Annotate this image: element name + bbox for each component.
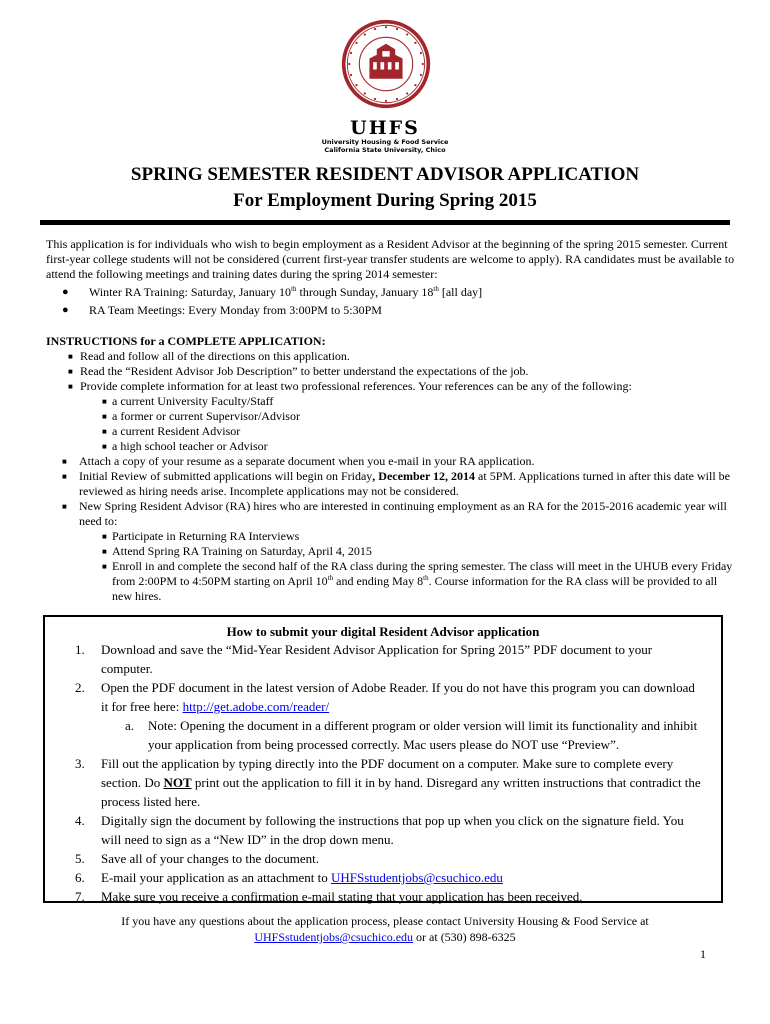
instruction-item bbox=[46, 364, 736, 379]
bullet-icon: ● bbox=[62, 304, 69, 316]
document-subtitle: For Employment During Spring 2015 bbox=[233, 190, 537, 211]
title-divider bbox=[40, 220, 730, 225]
contact-line: If you have any questions about the application process, please contact University Housing & Food Service at bbox=[121, 914, 649, 928]
requirement-text: Enroll in and complete the second half of the RA class during the spring semester. The class will meet in the UHUB every Friday from 2:00PM to 4:50PM starting on April 10 bbox=[112, 559, 733, 588]
step-text-end: print out the application to fill it in by hand. Disregard any written instructions that contradict the process listed here. bbox=[101, 775, 701, 809]
instruction-item bbox=[46, 349, 736, 364]
step-text: Make sure you receive a confirmation e-mail stating that your application has been received. bbox=[101, 889, 583, 904]
submit-step bbox=[45, 849, 721, 868]
step-text: Download and save the “Mid-Year Resident Advisor Application for Spring 2015” PDF document to your computer. bbox=[101, 642, 653, 676]
contact-email-link[interactable]: UHFSstudentjobs@csuchico.edu bbox=[254, 930, 414, 944]
superscript: th bbox=[291, 285, 297, 293]
instruction-item bbox=[46, 454, 736, 469]
step-text: Digitally sign the document by following the instructions that pop up when you click on the signature field. You will need to sign as a “New ID” in the drop down menu. bbox=[101, 813, 684, 847]
reference-item bbox=[46, 439, 736, 454]
step-text: Note: Opening the document in a different program or older version will limit its functionality and inhibit your application from being processed correctly. Mac users please do NOT use “Preview”. bbox=[148, 718, 698, 752]
emphasis-not: NOT bbox=[163, 775, 192, 790]
instruction-text: Initial Review of submitted applications will begin on Friday bbox=[79, 469, 373, 483]
reference-text: a high school teacher or Advisor bbox=[112, 439, 268, 453]
training-dates-list bbox=[46, 284, 736, 318]
superscript: th bbox=[327, 574, 334, 582]
step-number: a. bbox=[125, 718, 135, 733]
submit-instructions-box bbox=[43, 615, 723, 903]
requirement-text-mid: and ending May 8 bbox=[333, 574, 424, 588]
requirement-item bbox=[46, 529, 736, 544]
uhfs-logo bbox=[300, 118, 470, 154]
square-bullet-icon: ■ bbox=[102, 412, 107, 421]
step-number: 7. bbox=[75, 889, 85, 904]
instruction-text: New Spring Resident Advisor (RA) hires who are interested in continuing employment as an RA for the 2015-2016 academic year will need to: bbox=[79, 499, 727, 528]
contact-phone: or at (530) 898-6325 bbox=[413, 930, 516, 944]
winter-training-text: Winter RA Training: Saturday, January 10 bbox=[89, 285, 292, 299]
reference-item bbox=[46, 394, 736, 409]
step-number: 1. bbox=[75, 642, 85, 657]
instruction-text: Attach a copy of your resume as a separate document when you e-mail in your RA application. bbox=[79, 454, 535, 468]
requirement-item bbox=[46, 559, 736, 604]
step-number: 2. bbox=[75, 680, 85, 695]
square-bullet-icon: ■ bbox=[62, 502, 67, 511]
instruction-item bbox=[46, 469, 736, 499]
step-number: 3. bbox=[75, 756, 85, 771]
submit-step bbox=[45, 640, 721, 678]
email-link[interactable]: UHFSstudentjobs@csuchico.edu bbox=[330, 870, 503, 885]
instruction-text: Provide complete information for at least two professional references. Your references can be any of the following: bbox=[80, 379, 632, 393]
square-bullet-icon: ■ bbox=[102, 562, 107, 571]
page-number: 1 bbox=[700, 947, 706, 961]
step-number: 4. bbox=[75, 813, 85, 828]
square-bullet-icon: ■ bbox=[68, 352, 73, 361]
square-bullet-icon: ■ bbox=[102, 547, 107, 556]
step-number: 5. bbox=[75, 851, 85, 866]
reference-text: a current Resident Advisor bbox=[112, 424, 241, 438]
instructions-section bbox=[46, 334, 736, 604]
instruction-text: Read and follow all of the directions on this application. bbox=[80, 349, 350, 363]
submit-step bbox=[45, 887, 721, 906]
intro-section bbox=[46, 237, 736, 318]
square-bullet-icon: ■ bbox=[68, 367, 73, 376]
submit-substep bbox=[45, 716, 721, 754]
square-bullet-icon: ■ bbox=[102, 397, 107, 406]
contact-footer bbox=[0, 913, 770, 945]
square-bullet-icon: ■ bbox=[68, 382, 73, 391]
submit-step bbox=[45, 754, 721, 811]
university-seal-logo bbox=[340, 18, 432, 110]
submit-box-title: How to submit your digital Resident Advisor application bbox=[226, 624, 540, 639]
step-number: 6. bbox=[75, 870, 85, 885]
reference-item bbox=[46, 424, 736, 439]
square-bullet-icon: ■ bbox=[102, 532, 107, 541]
intro-paragraph: This application is for individuals who wish to begin employment as a Resident Advisor at the beginning of the spring 2015 semester. Current first-year college students will not be considered (current first-year transfer students are welcome to apply). RA candidates must be available to attend the following meetings and training dates during the spring 2014 semester: bbox=[46, 237, 735, 281]
winter-training-text-mid: through Sunday, January 18 bbox=[296, 285, 434, 299]
training-date-item bbox=[46, 302, 736, 318]
requirement-item bbox=[46, 544, 736, 559]
document-title: SPRING SEMESTER RESIDENT ADVISOR APPLICATION bbox=[130, 164, 640, 185]
submit-steps-list bbox=[45, 640, 721, 906]
submit-step bbox=[45, 868, 721, 887]
instruction-item bbox=[46, 379, 736, 394]
team-meetings-text: RA Team Meetings: Every Monday from 3:00PM to 5:30PM bbox=[89, 303, 382, 317]
review-date: , December 12, 2014 bbox=[372, 469, 476, 483]
submit-step bbox=[45, 811, 721, 849]
superscript: th bbox=[423, 574, 429, 582]
square-bullet-icon: ■ bbox=[102, 427, 107, 436]
submit-step bbox=[45, 678, 721, 716]
uhfs-wordmark: UHFS bbox=[350, 117, 420, 139]
step-text: Save all of your changes to the document. bbox=[101, 851, 320, 866]
winter-training-text-end: [all day] bbox=[438, 285, 483, 299]
instruction-text-end: at 5PM. Applications turned in after this date will be reviewed as hiring needs arise. Incomplete applications may not be considered. bbox=[79, 469, 730, 498]
reference-item bbox=[46, 409, 736, 424]
square-bullet-icon: ■ bbox=[62, 472, 67, 481]
superscript: th bbox=[433, 285, 439, 293]
logo-subtitle-1: University Housing & Food Service bbox=[321, 138, 449, 146]
requirement-text: Attend Spring RA Training on Saturday, April 4, 2015 bbox=[112, 544, 372, 558]
square-bullet-icon: ■ bbox=[102, 442, 107, 451]
instruction-text: Read the “Resident Advisor Job Description” to better understand the expectations of the job. bbox=[80, 364, 529, 378]
training-date-item bbox=[46, 284, 736, 300]
reference-text: a current University Faculty/Staff bbox=[112, 394, 274, 408]
adobe-reader-link[interactable]: http://get.adobe.com/reader/ bbox=[182, 699, 330, 714]
logo-subtitle-2: California State University, Chico bbox=[324, 146, 446, 154]
square-bullet-icon: ■ bbox=[62, 457, 67, 466]
step-text: E-mail your application as an attachment to bbox=[101, 870, 331, 885]
step-text: Open the PDF document in the latest version of Adobe Reader. If you do not have this program you can download it for free here: bbox=[101, 680, 695, 714]
contact-line-2 bbox=[0, 929, 770, 945]
instructions-title: INSTRUCTIONS for a COMPLETE APPLICATION: bbox=[46, 334, 326, 348]
bullet-icon: ● bbox=[62, 286, 69, 298]
requirement-text: Participate in Returning RA Interviews bbox=[112, 529, 300, 543]
instruction-item bbox=[46, 499, 736, 529]
requirement-text-end: . Course information for the RA class will be provided to all new hires. bbox=[112, 574, 718, 603]
instructions-list bbox=[46, 349, 736, 604]
step-text: Fill out the application by typing directly into the PDF document on a computer. Make sure to complete every section. Do bbox=[101, 756, 674, 790]
reference-text: a former or current Supervisor/Advisor bbox=[112, 409, 300, 423]
